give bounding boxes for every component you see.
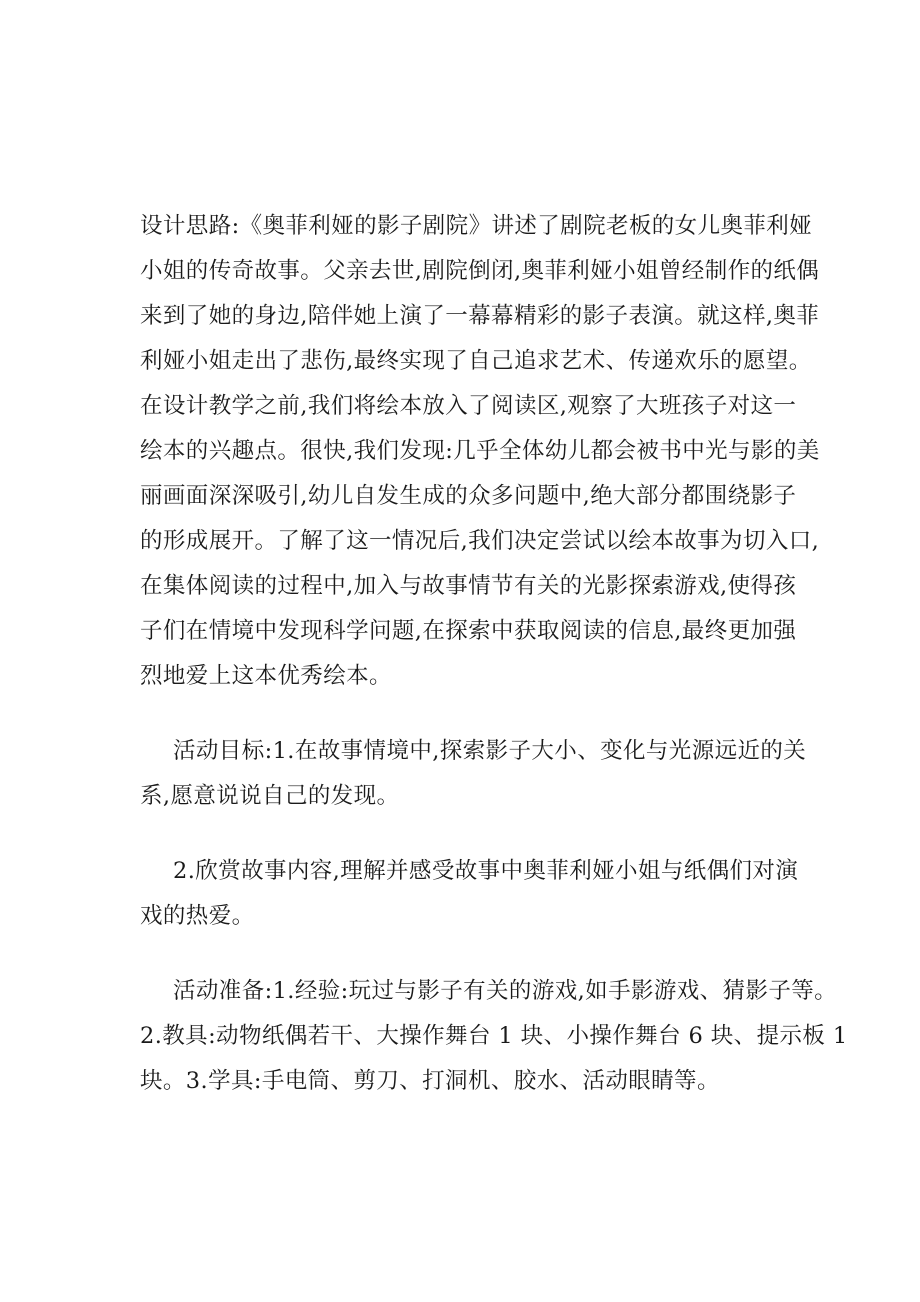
design-idea-line-8: 的形成展开。了解了这一情况后,我们决定尝试以绘本故事为切入口,: [140, 528, 820, 554]
design-idea-line-4: 利娅小姐走出了悲伤,最终实现了自己追求艺术、传递欢乐的愿望。: [140, 348, 812, 374]
design-idea-line-2: 小姐的传奇故事。父亲去世,剧院倒闭,奥菲利娅小姐曾经制作的纸偶: [140, 258, 820, 284]
design-idea-line-10: 子们在情境中发现科学问题,在探索中获取阅读的信息,最终更加强: [140, 618, 797, 644]
design-idea-line-7: 丽画面深深吸引,幼儿自发生成的众多问题中,绝大部分都围绕影子: [140, 483, 797, 509]
goal-2-line-1: 2.欣赏故事内容,理解并感受故事中奥菲利娅小姐与纸偶们对演: [173, 858, 799, 884]
design-idea-line-9: 在集体阅读的过程中,加入与故事情节有关的光影探索游戏,使得孩: [140, 573, 797, 599]
goal-1-line-2: 系,愿意说说自己的发现。: [140, 783, 400, 809]
goal-2-line-2: 戏的热爱。: [140, 903, 255, 929]
preparation-line-3: 块。3.学具:手电筒、剪刀、打洞机、胶水、活动眼睛等。: [140, 1068, 720, 1094]
design-idea-line-11: 烈地爱上这本优秀绘本。: [140, 663, 392, 689]
design-idea-line-3: 来到了她的身边,陪伴她上演了一幕幕精彩的影子表演。就这样,奥菲: [140, 303, 820, 329]
preparation-line-1: 活动准备:1.经验:玩过与影子有关的游戏,如手影游戏、猜影子等。: [173, 978, 838, 1004]
goal-1-line-1: 活动目标:1.在故事情境中,探索影子大小、变化与光源远近的关: [173, 738, 807, 764]
design-idea-line-1: 设计思路:《奥菲利娅的影子剧院》讲述了剧院老板的女儿奥菲利娅: [140, 213, 813, 239]
preparation-line-2: 2.教具:动物纸偶若干、大操作舞台 1 块、小操作舞台 6 块、提示板 1: [140, 1023, 848, 1049]
design-idea-line-6: 绘本的兴趣点。很快,我们发现:几乎全体幼儿都会被书中光与影的美: [140, 438, 820, 464]
design-idea-line-5: 在设计教学之前,我们将绘本放入了阅读区,观察了大班孩子对这一: [140, 393, 797, 419]
